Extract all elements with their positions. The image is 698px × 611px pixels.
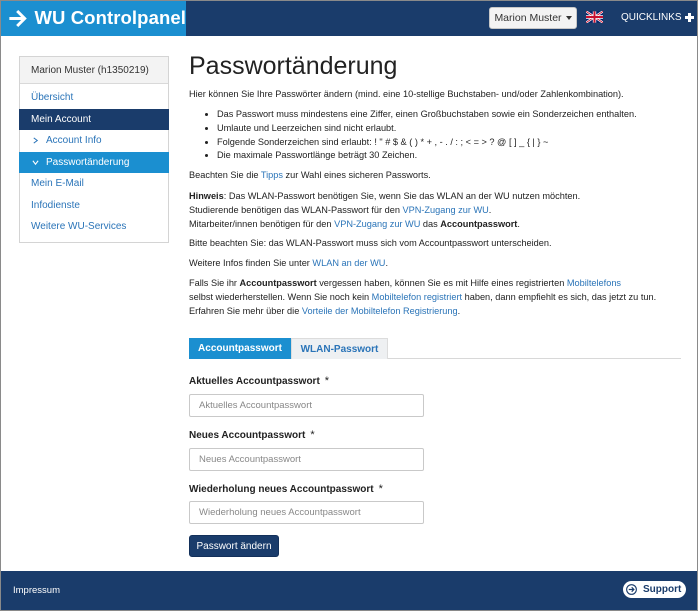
list-item: • Das Passwort muss mindestens eine Ziffer, einen Großbuchstaben sowie ein Sonderzeichen enthalten. [217,108,637,122]
mobile-advantages-link[interactable]: Vorteile der Mobiltelefon Registrierung [301,305,458,316]
top-navbar [0,0,698,36]
text-segment: haben, dann empfiehlt es sich, das jetzt zu tun. [462,291,657,302]
sidebar-item-label: Account Info [46,135,102,147]
sidebar-item-uebersicht[interactable] [20,87,168,109]
sidebar-user: Marion Muster (h1350219) [20,57,168,84]
sidebar-item-label: Mein E-Mail [31,178,84,190]
mobile-phone-link[interactable]: Mobiltelefons [566,278,622,288]
repeat-password-label [189,483,383,495]
sidebar-item-mein-account[interactable] [19,109,169,131]
intro-text: Hier können Sie Ihre Passwörter ändern (mind. eine 10-stellige Buchstaben- und/oder Zahlenkombination). [189,89,624,99]
tab-wlan-passwort[interactable]: WLAN-Passwort [291,338,388,359]
footer [0,571,698,611]
text-segment: Weitere Infos finden Sie unter [189,258,313,268]
sidebar-item-infodienste[interactable] [20,195,168,217]
text-segment: Beachten Sie die [189,170,261,180]
new-password-label [189,429,315,441]
sidebar-item-passwortaenderung[interactable] [19,152,169,174]
password-rules-list [205,108,637,163]
tips-link[interactable]: Tipps [260,170,283,180]
text-segment: . [385,258,388,268]
password-tabs [189,338,681,359]
new-password-input[interactable] [189,448,424,471]
arrow-right-icon [9,9,27,28]
text-segment: Studierende benötigen das WLAN-Passwort für den [189,204,403,215]
mobile-registered-link[interactable]: Mobiltelefon registriert [371,291,463,302]
sidebar-item-label: Infodienste [31,199,80,211]
sidebar-item-mein-email[interactable] [20,173,168,195]
wlan-note: Bitte beachten Sie: das WLAN-Passwort muss sich vom Accountpasswort unterscheiden. [189,238,552,248]
impressum-link[interactable]: Impressum [13,585,60,596]
arrow-circle-icon [626,584,637,595]
chevron-right-icon [32,137,39,144]
sidebar-item-account-info[interactable] [20,130,168,152]
text-segment: zur Wahl eines sicheren Passworts. [282,170,431,180]
text-segment: das [420,218,441,229]
sidebar [19,56,169,243]
vpn-link-students[interactable]: VPN-Zugang zur WU [402,204,489,215]
text-segment: Erfahren Sie mehr über die [189,305,302,316]
text-segment: Mitarbeiter/innen benötigen für den [189,218,335,229]
label-text: Neues Accountpasswort [189,430,306,441]
current-password-label [189,375,329,387]
brand-logo[interactable] [0,0,186,36]
list-item: • Die maximale Passwortlänge beträgt 30 Zeichen. [217,149,637,163]
text-segment: selbst wiederherstellen. Wenn Sie noch kein [189,291,372,302]
sidebar-item-label: Mein Account [31,113,92,125]
tips-text [189,169,431,183]
sidebar-item-weitere-wu-services[interactable] [20,216,168,238]
wlan-link[interactable]: WLAN an der WU [312,258,386,268]
text-segment: Accountpasswort [239,278,317,288]
text-segment: vergessen haben, können Sie es mit Hilfe eines registrierten [316,278,567,288]
wlan-info-text [189,257,388,271]
text-segment: . [457,305,461,316]
user-menu-label: Marion Muster [494,12,562,24]
tab-accountpasswort[interactable]: Accountpasswort [189,338,291,359]
user-menu-button[interactable] [489,7,577,29]
page-title: Passwortänderung [189,52,398,80]
text-segment: : Das WLAN-Passwort benötigen Sie, wenn Sie das WLAN an der WU nutzen möchten. [223,191,581,201]
hint-text [189,190,580,231]
text-segment: Falls Sie ihr [189,278,240,288]
chevron-down-icon [32,159,39,166]
plus-icon [685,13,694,22]
forgot-password-text [189,277,656,318]
change-password-button[interactable]: Passwort ändern [189,535,279,557]
required-mark: * [324,375,330,387]
quicklinks-menu[interactable] [621,12,694,23]
label-text: Aktuelles Accountpasswort [189,376,320,387]
vpn-link-staff[interactable]: VPN-Zugang zur WU [334,218,421,229]
caret-down-icon [566,16,572,20]
current-password-input[interactable] [189,394,424,417]
quicklinks-label: QUICKLINKS [621,12,682,23]
list-item: • Folgende Sonderzeichen sind erlaubt: ! " # $ & ( ) * + , - . / : ; < = > ? @ [ ] _ { | } ~ [217,136,637,150]
required-mark: * [310,429,315,441]
required-mark: * [378,483,383,495]
hint-label: Hinweis [189,191,224,201]
text-segment: . [517,218,520,229]
text-segment: . [488,204,492,215]
brand-title: WU Controlpanel [34,7,186,28]
label-text: Wiederholung neues Accountpasswort [189,484,374,495]
text-segment: Accountpasswort [440,218,518,229]
uk-flag-icon[interactable] [586,11,603,23]
list-item: • Umlaute und Leerzeichen sind nicht erlaubt. [217,122,637,136]
support-button[interactable] [623,581,686,598]
sidebar-item-label: Passwortänderung [46,156,130,168]
repeat-password-input[interactable] [189,501,424,524]
support-label: Support [643,584,682,595]
sidebar-item-label: Übersicht [31,92,74,104]
sidebar-item-label: Weitere WU-Services [31,221,127,233]
